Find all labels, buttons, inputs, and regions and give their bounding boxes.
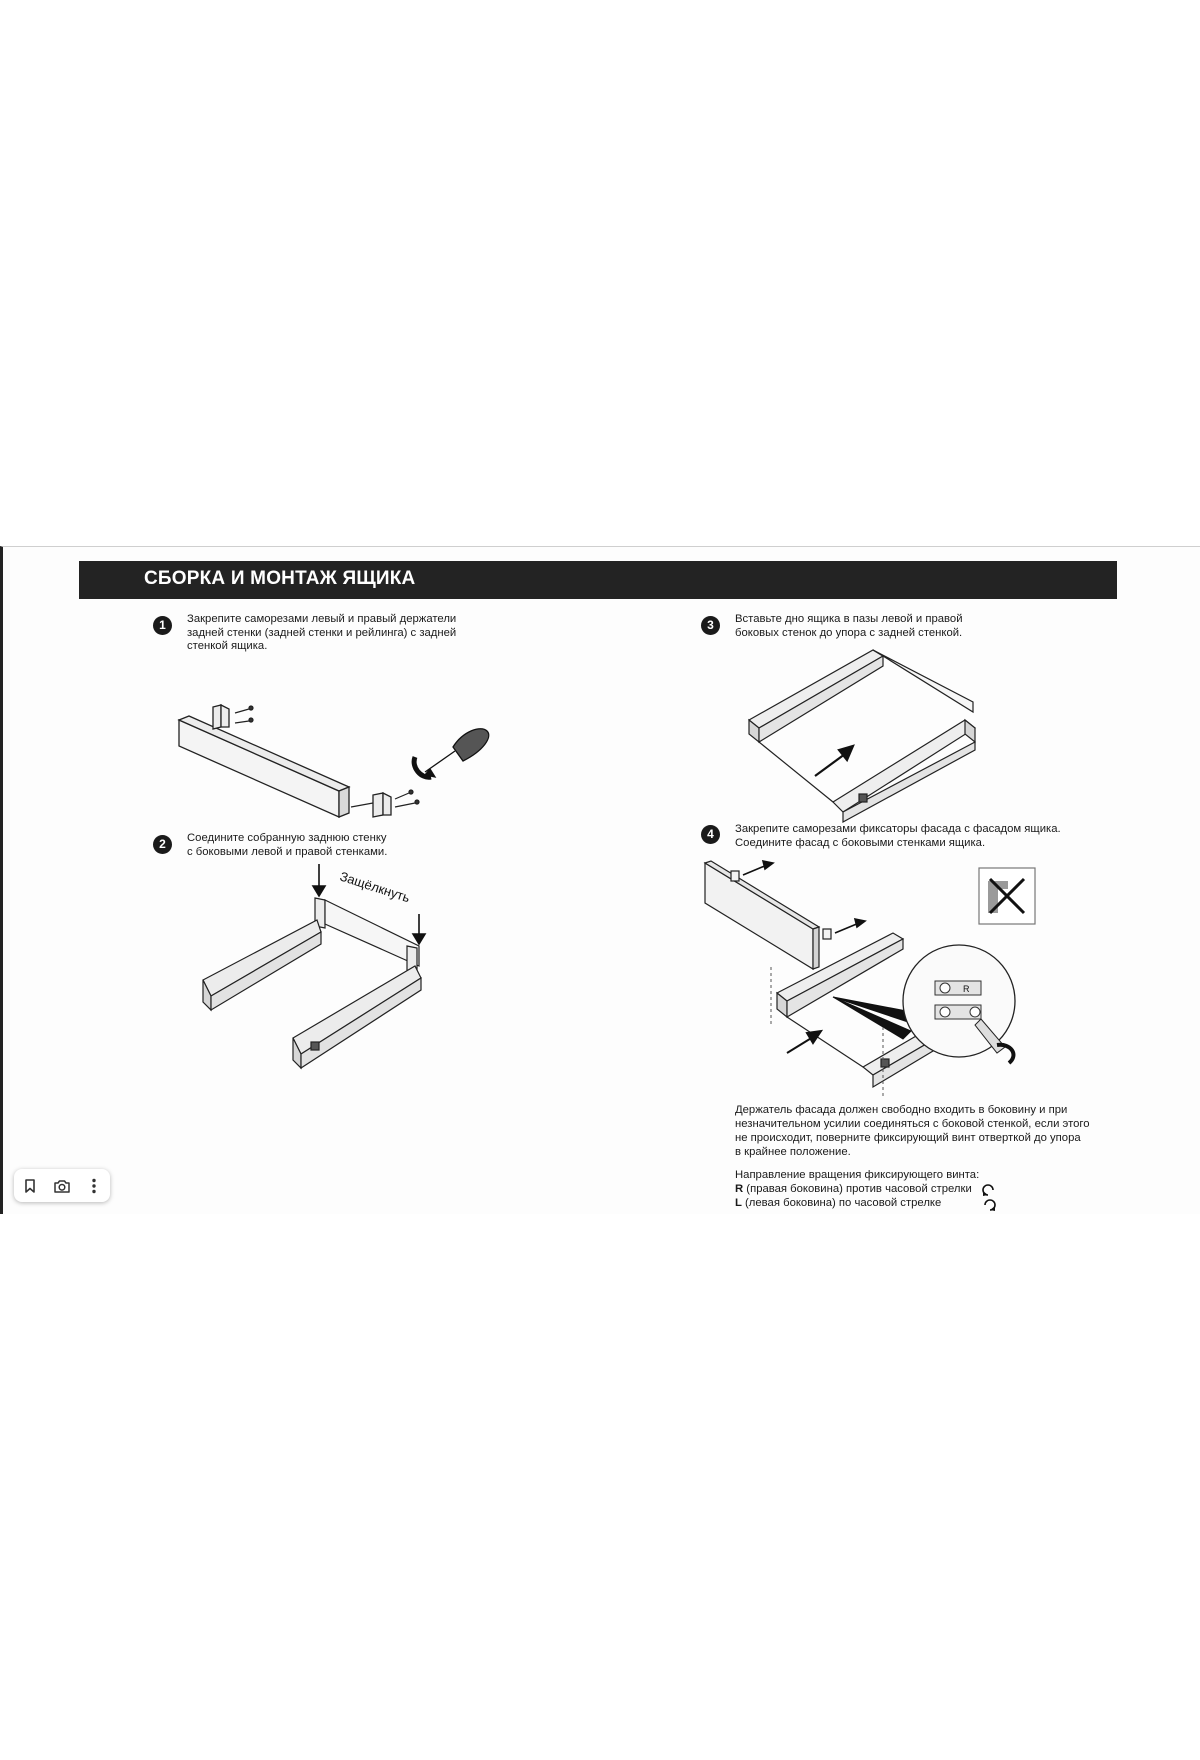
step-4-badge: 4 bbox=[701, 825, 720, 844]
bookmark-icon bbox=[23, 1178, 37, 1194]
snap-label: Защёлкнуть bbox=[338, 868, 412, 906]
step-1-text: Закрепите саморезами левый и правый держатели задней стенки (задней стенки и рейлинга) с задней стенкой ящика. bbox=[187, 613, 457, 652]
rotation-r-key: R bbox=[735, 1183, 744, 1195]
page-title: СБОРКА И МОНТАЖ ЯЩИКА bbox=[144, 568, 416, 589]
step-1-badge: 1 bbox=[153, 616, 172, 635]
step-2-badge: 2 bbox=[153, 835, 172, 854]
step-3-badge: 3 bbox=[701, 616, 720, 635]
title-banner bbox=[79, 561, 1117, 599]
bookmark-button[interactable] bbox=[17, 1173, 43, 1199]
rotation-r-text: (правая боковина) против часовой стрелки bbox=[743, 1183, 972, 1195]
holder-note: Держатель фасада должен свободно входить в боковину и при незначительном усилии соединяться с боковой стенкой, если этого не происходит, поверните фиксирующий винт отверткой до упора в крайнее положение. bbox=[735, 1104, 1090, 1158]
warning-box-icon bbox=[978, 867, 1036, 925]
step-1-illustration bbox=[163, 647, 493, 827]
more-options-button[interactable] bbox=[81, 1173, 107, 1199]
clockwise-icon bbox=[981, 1198, 997, 1212]
step-2-illustration bbox=[193, 862, 453, 1102]
detail-zoom-circle bbox=[901, 939, 1021, 1069]
step-3-text: Вставьте дно ящика в пазы левой и правой боковых стенок до упора с задней стенкой. bbox=[735, 613, 963, 639]
step-4-text: Закрепите саморезами фиксаторы фасада с фасадом ящика. Соедините фасад с боковыми стенками ящика. bbox=[735, 823, 1061, 849]
lens-search-button[interactable] bbox=[49, 1173, 75, 1199]
floating-toolbar bbox=[14, 1169, 110, 1202]
rotation-heading: Направление вращения фиксирующего винта: bbox=[735, 1169, 980, 1181]
step-3-illustration bbox=[743, 642, 983, 822]
rotation-l-text: (левая боковина) по часовой стрелке bbox=[741, 1197, 942, 1209]
step-2-text: Соедините собранную заднюю стенку с боковыми левой и правой стенками. bbox=[187, 832, 388, 858]
more-vertical-icon bbox=[91, 1178, 97, 1194]
rotation-l-line bbox=[735, 1196, 941, 1210]
counterclockwise-icon bbox=[981, 1183, 997, 1197]
instruction-page bbox=[0, 546, 1200, 1214]
rotation-l-key: L bbox=[735, 1197, 742, 1209]
rotation-r-line bbox=[735, 1182, 972, 1196]
camera-icon bbox=[53, 1178, 71, 1194]
detail-r-label: R bbox=[963, 984, 970, 994]
